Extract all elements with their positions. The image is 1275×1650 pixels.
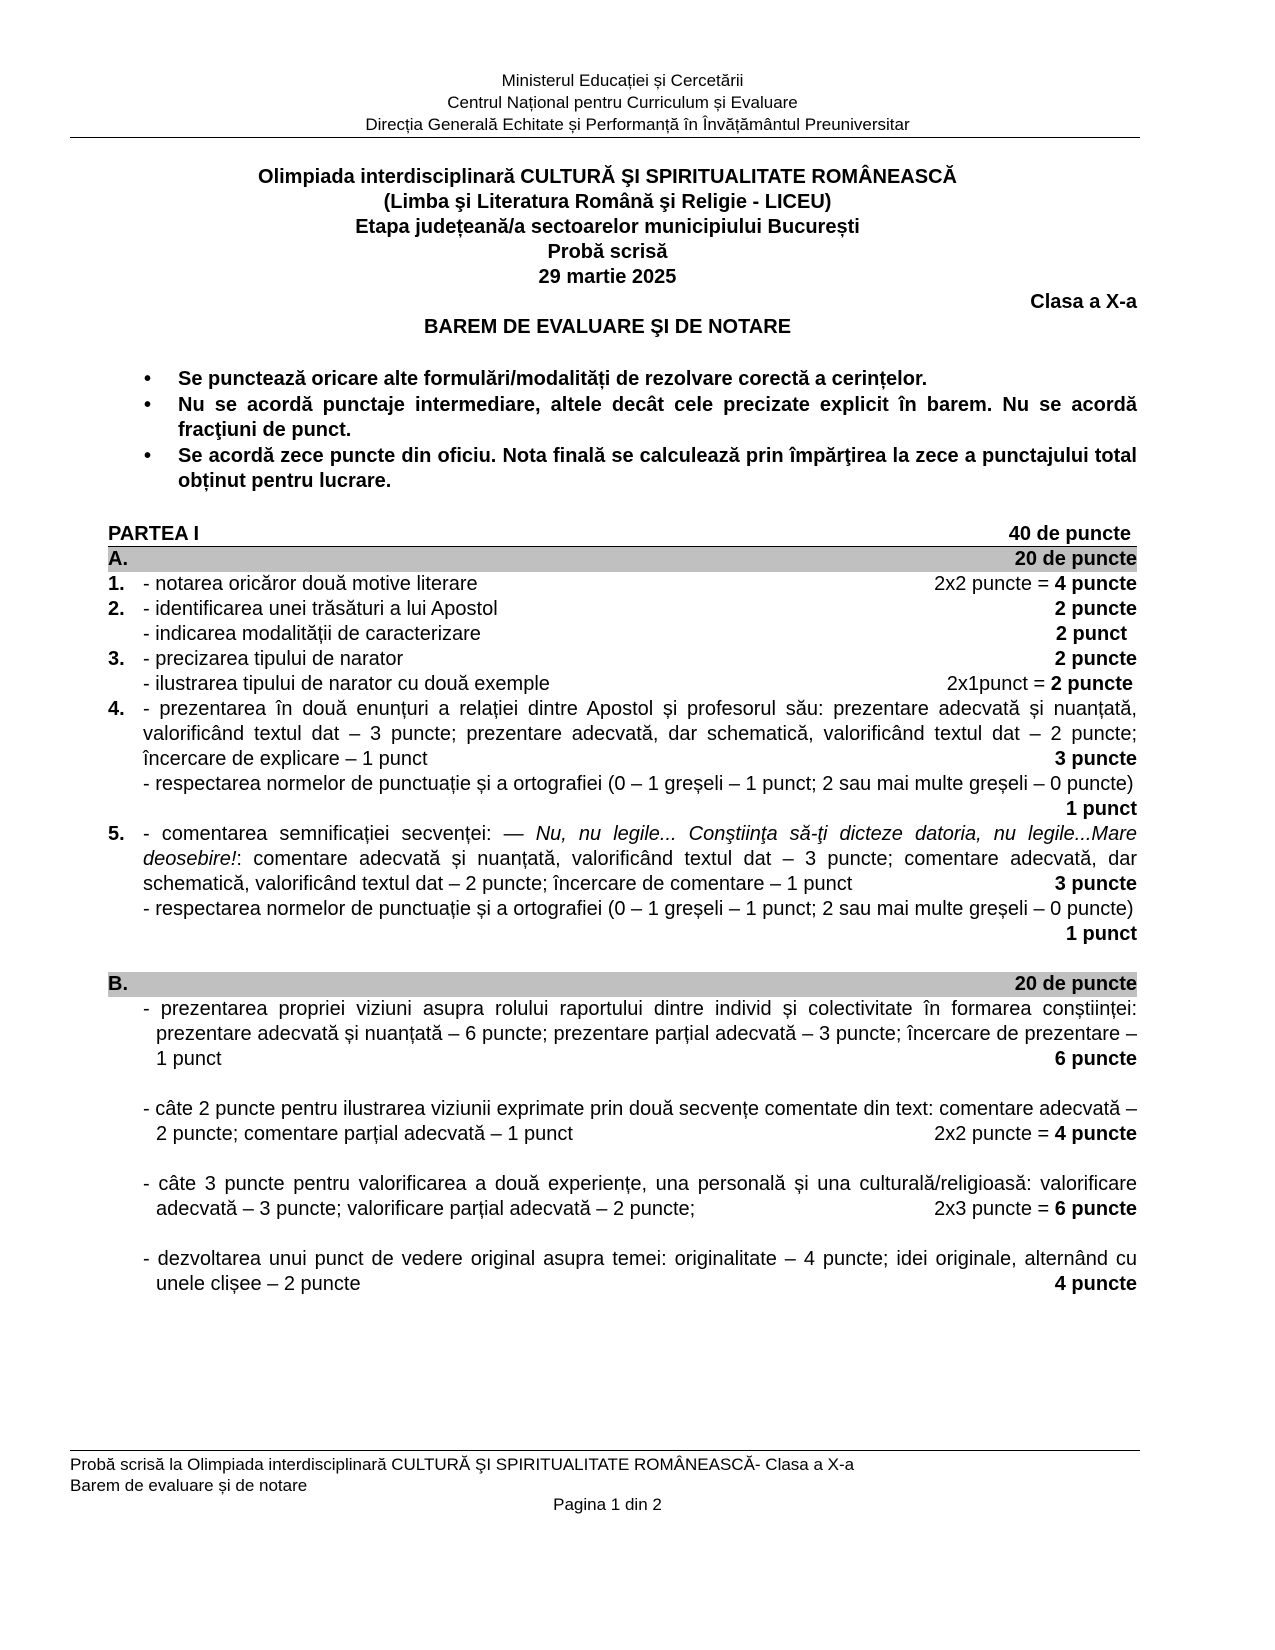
bullet-icon: • [144, 444, 152, 467]
item-points: 6 puncte [1054, 1048, 1137, 1070]
scoring-item [108, 1097, 1137, 1147]
points-value: 4 puncte [1054, 1123, 1137, 1145]
item-points: 1 punct [1065, 923, 1137, 945]
scoring-item [108, 697, 1137, 772]
header-center: Centrul Național pentru Curriculum și Evaluare [447, 93, 798, 112]
item-text: - comentarea semnificației secvenței: — [143, 823, 536, 845]
item-text: - prezentarea în două enunțuri a relației dintre Apostol și profesorul său: prezentare adecvată și nuanțată, valorificând textul dat – 3 puncte; prezentare adecvată, dar schematică, valorificând textul dat – 2 puncte; încercare de explicare – 1 punct [143, 698, 1137, 770]
points-value: 6 puncte [1054, 1198, 1137, 1220]
points-value: 4 puncte [1054, 573, 1137, 595]
item-text: - dezvoltarea unui punct de vedere original asupra temei: originalitate – 4 puncte; idei originale, alternând cu unele clișee – 2 puncte [143, 1248, 1137, 1295]
section-points: 20 de puncte [1014, 973, 1137, 995]
item-points: 3 puncte [1054, 873, 1137, 895]
scoring-item [108, 897, 1137, 947]
item-text: - prezentarea propriei viziuni asupra rolului raportului dintre individ și colectivitate în formarea conștiinței: prezentare adecvată și nuanțată – 6 puncte; prezentare parțial adecvată – 3 puncte; încercare de prezentare – 1 punct [143, 998, 1137, 1070]
item-points: 2 punct [1055, 623, 1127, 645]
class-label: Clasa a X-a [1030, 291, 1137, 313]
header-direction: Direcția Generală Echitate și Performanță în Învățământul Preuniversitar [365, 115, 910, 134]
part-points: 40 de puncte [1008, 523, 1131, 545]
scoring-item [108, 1172, 1137, 1222]
points-formula: 2x1punct = [946, 673, 1051, 695]
section-points: 20 de puncte [1014, 548, 1137, 570]
item-text: - notarea oricăror două motive literare [143, 573, 478, 595]
item-points: 2 puncte [1054, 598, 1137, 620]
item-number: 1. [108, 573, 125, 595]
item-text: - ilustrarea tipului de narator cu două exemple [143, 673, 550, 695]
item-text: - indicarea modalității de caracterizare [143, 623, 481, 645]
scoring-item [108, 1247, 1137, 1297]
item-number: 5. [108, 823, 125, 845]
scoring-item [108, 572, 1137, 597]
points-formula: 2x2 puncte = [934, 1123, 1055, 1145]
title-date: 29 martie 2025 [538, 266, 677, 288]
header-divider [70, 137, 1140, 138]
instruction-text: Se acordă zece puncte din oficiu. Nota finală se calculează prin împărţirea la zece a punctajului total obținut pentru lucrare. [178, 444, 1137, 492]
item-points [922, 1197, 1137, 1222]
part-1-header [108, 522, 1137, 547]
section-a-header [108, 547, 1137, 572]
points-formula: 2x2 puncte = [934, 573, 1055, 595]
item-text: - câte 3 puncte pentru valorificarea a două experiențe, una personală și una culturală/religioasă: valorificare adecvată – 3 puncte; valorificare parțial adecvată – 2 puncte; [143, 1173, 1137, 1220]
section-label: A. [108, 548, 128, 570]
points-formula: 2x3 puncte = [934, 1198, 1055, 1220]
instruction-text: Nu se acordă punctaje intermediare, altele decât cele precizate explicit în barem. Nu se acordă fracţiuni de punct. [178, 393, 1137, 441]
bullet-icon: • [144, 393, 152, 416]
item-number: 4. [108, 698, 125, 720]
part-label: PARTEA I [108, 523, 200, 545]
instruction-item [140, 444, 1137, 495]
item-points: 2 puncte [1054, 648, 1137, 670]
scoring-item [108, 772, 1137, 822]
scoring-item [108, 622, 1137, 647]
page-number: Pagina 1 din 2 [553, 1495, 662, 1514]
item-quote: Nu, nu legile... Conştiinţa să-ţi dicteze datoria, nu legile...Mare deosebire! [143, 823, 1137, 870]
item-points: 3 puncte [1054, 748, 1137, 770]
item-points: 4 puncte [1054, 1273, 1137, 1295]
scoring-item [108, 647, 1137, 672]
item-number: 3. [108, 648, 125, 670]
item-text: - precizarea tipului de narator [143, 648, 404, 670]
scoring-content [108, 522, 1137, 1297]
section-label: B. [108, 973, 128, 995]
instruction-item [140, 367, 1137, 393]
item-text: - respectarea normelor de punctuație și a ortografiei (0 – 1 greșeli – 1 punct; 2 sau mai multe greșeli – 0 puncte) [143, 773, 1134, 795]
header-ministry: Ministerul Educației și Cercetării [501, 71, 744, 90]
title-line: Etapa județeană/a sectoarelor municipiului București [355, 216, 860, 238]
title-line: Olimpiada interdisciplinară CULTURĂ ŞI SPIRITUALITATE ROMÂNEASCĂ [258, 166, 957, 188]
title-line: Probă scrisă [547, 241, 668, 263]
item-points [922, 572, 1137, 597]
section-b-header [108, 972, 1137, 997]
barem-title: BAREM DE EVALUARE ŞI DE NOTARE [423, 316, 792, 338]
scoring-item [108, 822, 1137, 897]
item-text: - respectarea normelor de punctuație și a ortografiei (0 – 1 greșeli – 1 punct; 2 sau mai multe greșeli – 0 puncte) [143, 898, 1134, 920]
item-text: : comentare adecvată și nuanțată, valorificând textul dat – 3 puncte; comentare adecvată, dar schematică, valorificând textul dat – 2 puncte; încercare de comentare – 1 punct [143, 848, 1137, 895]
instruction-item [140, 393, 1137, 444]
item-points: 1 punct [1065, 798, 1137, 820]
item-number: 2. [108, 598, 125, 620]
document-title [0, 165, 1245, 290]
scoring-item [108, 672, 1137, 697]
title-line: (Limba şi Literatura Română şi Religie - LICEU) [383, 191, 832, 213]
item-points [922, 1122, 1137, 1147]
footer-divider [70, 1450, 1140, 1451]
page-footer [70, 1454, 854, 1496]
item-points [935, 672, 1133, 697]
item-text: - identificarea unei trăsături a lui Apostol [143, 598, 498, 620]
footer-line: Probă scrisă la Olimpiada interdisciplinară CULTURĂ ŞI SPIRITUALITATE ROMÂNEASCĂ- Clasa a X-a [70, 1455, 855, 1474]
bullet-icon: • [144, 368, 152, 390]
item-text: - câte 2 puncte pentru ilustrarea viziunii exprimate prin două secvențe comentate din text: comentare adecvată – 2 puncte; comentare parțial adecvată – 1 punct [143, 1098, 1137, 1145]
instructions-list [140, 367, 1137, 495]
points-value: 2 puncte [1050, 673, 1133, 695]
scoring-item [108, 597, 1137, 622]
instruction-text: Se punctează oricare alte formulări/modalități de rezolvare corectă a cerințelor. [178, 368, 928, 390]
footer-line: Barem de evaluare și de notare [70, 1476, 308, 1495]
scoring-item [108, 997, 1137, 1072]
page-header [0, 70, 1275, 136]
